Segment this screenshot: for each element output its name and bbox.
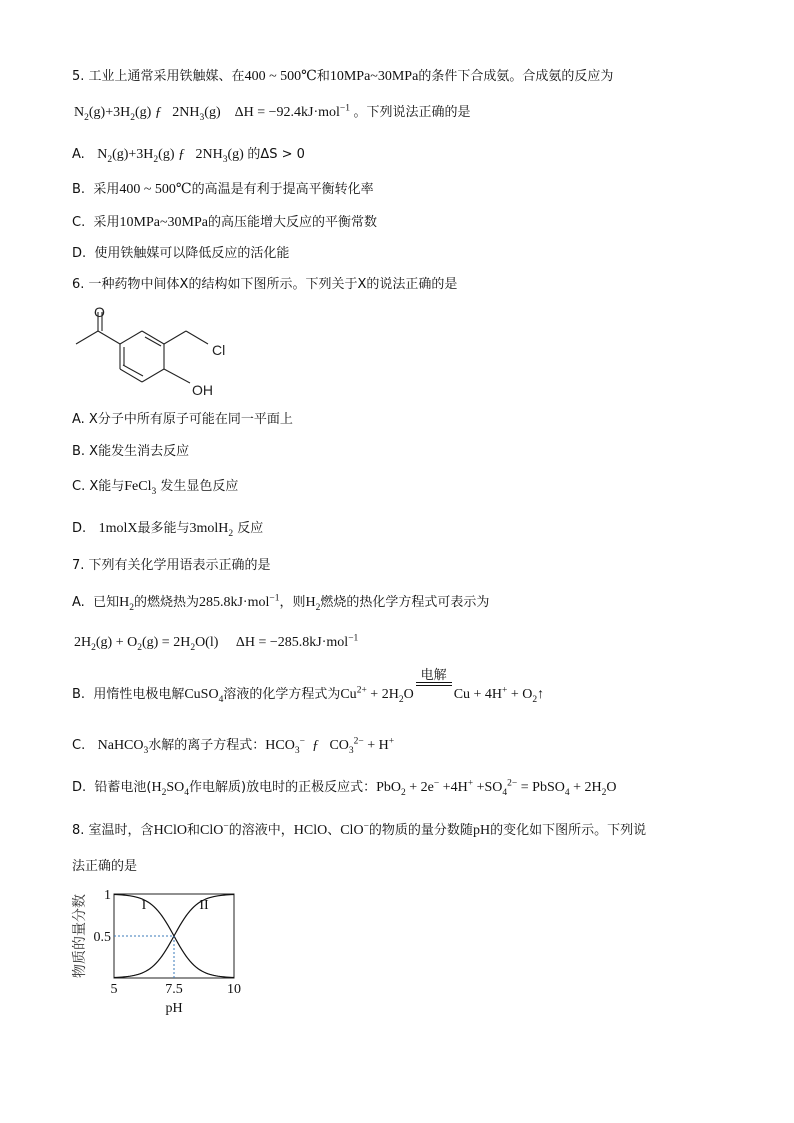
clo-formula [340, 823, 369, 838]
q7-stem-line [72, 557, 754, 575]
formula-part: ClO [340, 823, 364, 838]
q6-option-d [72, 520, 754, 538]
q6-stem-text: 一种药物中间体X的结构如下图所示。下列关于X的说法正确的是 [88, 277, 458, 292]
h2-formula [119, 595, 134, 613]
option-text: 水解的离子方程式： [148, 738, 266, 753]
option-label: B. [72, 182, 86, 197]
q5-stem-line [72, 68, 754, 86]
eq-sub: 3 [294, 745, 300, 756]
bond-ring-link [98, 331, 120, 344]
eq-part: + 2H [573, 780, 602, 795]
equilibrium-arrow-icon: ƒ [154, 105, 162, 120]
eq-part: O [403, 687, 414, 702]
q8-stem-line-2 [72, 858, 754, 876]
eq-part: (g) + O [95, 635, 138, 650]
formula-sup: − [223, 821, 229, 832]
eq-sub: 2 [153, 154, 159, 165]
option-label: A. [72, 595, 85, 610]
option-label: D. [72, 521, 87, 536]
eq-part: +SO [476, 780, 503, 795]
option-text: 的ΔS > 0 [247, 147, 305, 162]
option-text: A. X分子中所有原子可能在同一平面上 [72, 412, 293, 427]
atom-oh: OH [192, 382, 213, 398]
formula-part: H [151, 780, 162, 795]
x-tick-label: 5 [110, 982, 118, 997]
x-tick-label: 7.5 [165, 982, 183, 997]
eq-sup: − [299, 736, 305, 747]
q6-option-c [72, 478, 754, 496]
hydrolysis-equation [265, 736, 395, 756]
formula-part: NaHCO [97, 738, 144, 753]
formula-part: H [305, 595, 316, 610]
option-text: 燃烧的热化学方程式可表示为 [320, 595, 490, 610]
q7-option-b [72, 667, 754, 705]
option-text: 采用 [93, 182, 120, 197]
option-text: 使用铁触媒可以降低反应的活化能 [94, 246, 290, 261]
h2-amount [189, 521, 234, 539]
eq-part: (g) [158, 147, 175, 162]
h2-formula [305, 595, 321, 613]
q5-option-a [72, 146, 754, 164]
q5-stem-question: 。下列说法正确的是 [353, 105, 471, 120]
q7-number: 7. [72, 558, 85, 573]
eq-sup: 2− [507, 778, 518, 789]
eq-part: 2H [74, 635, 92, 650]
eq-part: (g) [112, 147, 129, 162]
q5-option-c [72, 214, 754, 232]
bond-ring-double [145, 337, 161, 346]
option-label: D. [72, 246, 87, 261]
option-text: 已知 [93, 595, 120, 610]
bond-methyl [76, 331, 98, 344]
eq-part: 2NH [195, 147, 223, 162]
formula-part: 3molH [189, 521, 229, 536]
eq-part: 2NH [172, 105, 200, 120]
q7-a-equation [74, 633, 359, 653]
eq-part: O [606, 780, 617, 795]
electrolysis-condition: 电解 [420, 667, 447, 682]
eq-sub: 2 [107, 154, 113, 165]
q8-number: 8. [72, 823, 85, 838]
hclo-formula: HClO [293, 823, 328, 838]
eq-part: PbO [376, 780, 402, 795]
series-label-I: I [141, 898, 147, 914]
q6-stem-line [72, 276, 754, 294]
q8-stem-text: 的变化如下图所示。下列说 [490, 823, 647, 838]
eq-part: O(l) [195, 635, 219, 650]
clo-formula [200, 823, 229, 838]
arrow-spacer [414, 697, 454, 698]
q6-number: 6. [72, 277, 85, 292]
formula-part: 285.8kJ·mol [198, 595, 270, 610]
eq-sub: 2 [84, 112, 89, 123]
eq-part: + 2e [409, 780, 434, 795]
eq-sub: 4 [564, 787, 570, 798]
q8-stem-text: 、 [327, 823, 341, 838]
q6-option-b [72, 443, 754, 461]
q5-stem-tail: 的条件下合成氨。合成氨的反应为 [418, 69, 614, 84]
eq-sub: 2 [91, 642, 96, 653]
option-text: 最多能与 [137, 521, 190, 536]
enthalpy: ΔH = −92.4kJ·mol [234, 105, 340, 120]
equilibrium-arrow-icon: ƒ [178, 147, 185, 162]
option-text: 的高压能增大反应的平衡常数 [207, 215, 377, 230]
option-temperature: 400 ~ 500℃ [119, 182, 192, 197]
atom-o: O [94, 304, 105, 320]
eq-part: Cu + 4H [453, 687, 503, 702]
bond-ring [120, 369, 142, 382]
formula-part: CuSO [184, 687, 219, 702]
eq-sup: + [388, 736, 395, 747]
electrolysis-arrow [414, 667, 454, 704]
eq-sub: 2 [137, 642, 142, 653]
electrolysis-equation [340, 667, 545, 705]
q7-option-d [72, 779, 754, 797]
option-label: D. [72, 780, 87, 795]
q7-a-equation-line [74, 634, 754, 652]
eq-sub: 2 [130, 112, 135, 123]
eq-sup: 2− [353, 736, 364, 747]
formula-sub: 3 [143, 745, 149, 756]
bond-ch2-cl [186, 331, 208, 344]
formula-sub: 2 [315, 602, 321, 613]
fraction-vs-ph-chart [66, 888, 266, 1024]
formula-part: H [119, 595, 130, 610]
x-tick-label: 10 [227, 982, 241, 997]
formula-part: SO [166, 780, 185, 795]
option-text: 溶液的化学方程式为 [223, 687, 341, 702]
option-text: 的燃烧热为 [133, 595, 199, 610]
eq-sub: 3 [222, 154, 228, 165]
formula-sub: 2 [228, 528, 234, 539]
q5-option-b [72, 181, 754, 199]
combustion-heat [199, 595, 280, 610]
bond-ring [142, 369, 164, 382]
h2so4-formula [151, 780, 190, 798]
formula-sub: 3 [151, 486, 157, 497]
eq-part: (g) [204, 105, 221, 120]
q5-option-d [72, 245, 754, 263]
option-text: 发生显色反应 [160, 479, 239, 494]
option-label: A. [72, 147, 85, 162]
bond-c-oh [164, 369, 190, 383]
q8-stem-text: 法正确的是 [72, 859, 138, 874]
eq-sub: 3 [348, 745, 354, 756]
eq-sup: + [467, 778, 474, 789]
option-text: 的高温是有利于提高平衡转化率 [191, 182, 374, 197]
structure-diagram [72, 300, 242, 400]
option-text: 用惰性电极电解 [93, 687, 185, 702]
equilibrium-arrow-icon: ƒ [311, 738, 319, 753]
q5-temperature: 400 ~ 500℃ [244, 69, 317, 84]
eq-part: (g) [227, 147, 244, 162]
option-text: 铅蓄电池( [94, 780, 152, 795]
formula-part: FeCl [124, 479, 152, 494]
plot-marks [94, 888, 242, 997]
option-label: C. [72, 215, 86, 230]
q8-stem-text: 的物质的量分数随 [368, 823, 473, 838]
q8-stem-text: 的溶液中， [228, 823, 294, 838]
eq-sup: + [502, 685, 508, 696]
q5-stem-text: 工业上通常采用铁触媒、在 [88, 69, 245, 84]
eq-sub: 2 [190, 642, 196, 653]
eq-part: (g) [134, 105, 152, 120]
hclo-formula: HClO [153, 823, 188, 838]
eq-part: (g) = 2H [141, 635, 191, 650]
formula-sub: 4 [218, 694, 224, 705]
ph-symbol: pH [472, 823, 491, 838]
eq-sub: 2 [401, 787, 406, 798]
eq-part: HCO [265, 738, 295, 753]
q7-stem-text: 下列有关化学用语表示正确的是 [88, 558, 271, 573]
q5-equation-line [74, 104, 754, 122]
y-tick-label: 1 [104, 888, 111, 903]
eq-part: Cu [340, 687, 357, 702]
y-axis-label: 物质的量分数 [72, 894, 88, 978]
eq-sub: 2 [532, 694, 538, 705]
eq-sup: 2+ [356, 685, 367, 696]
q8-stem-line [72, 822, 754, 840]
eq-part: +4H [442, 780, 468, 795]
eq-part: +3H [128, 147, 154, 162]
q5-stem-and: 和 [316, 69, 330, 84]
atom-cl: Cl [212, 342, 226, 358]
eq-part: + H [367, 738, 389, 753]
eq-sub: 2 [601, 787, 607, 798]
bond-ring [120, 331, 142, 344]
y-tick-label: 0.5 [93, 930, 111, 945]
q5-pressure: 10MPa~30MPa [329, 69, 419, 84]
enthalpy: ΔH = −285.8kJ·mol [235, 635, 349, 650]
option-label: C. [72, 738, 86, 753]
eq-part: N [97, 147, 108, 162]
eq-part: (g) [88, 105, 106, 120]
q5-option-a-equation [97, 147, 247, 165]
eq-sup: − [433, 778, 440, 789]
option-amount: 1molX [98, 521, 138, 536]
option-text: C. X能与 [72, 479, 125, 494]
q7-option-a [72, 594, 754, 612]
eq-sub: 3 [199, 112, 205, 123]
formula-sub: 4 [184, 787, 190, 798]
eq-part: +3H [105, 105, 131, 120]
option-text: 反应 [237, 521, 264, 536]
q8-stem-text: 和 [187, 823, 201, 838]
eq-sub: 4 [502, 787, 508, 798]
option-text: B. X能发生消去反应 [72, 444, 190, 459]
bond-ch2 [164, 331, 186, 344]
option-label: B. [72, 687, 86, 702]
option-pressure: 10MPa~30MPa [119, 215, 208, 230]
eq-part: = PbSO [520, 780, 565, 795]
eq-sup: −1 [339, 103, 351, 114]
bond-ring-double [123, 365, 143, 376]
q6-option-a [72, 411, 754, 429]
q5-number: 5. [72, 69, 85, 84]
option-text: 采用 [93, 215, 120, 230]
q7-option-c [72, 737, 754, 755]
double-bar-icon [416, 682, 452, 686]
cuso4-formula [184, 687, 224, 705]
x-axis-label: pH [165, 1001, 183, 1016]
gas-arrow-icon: ↑ [537, 687, 545, 702]
formula-part: ClO [200, 823, 224, 838]
eq-sup: −1 [348, 633, 359, 644]
option-text: ，则 [279, 595, 306, 610]
formula-sup: −1 [269, 593, 280, 604]
q5-equation [74, 103, 354, 123]
eq-part: N [74, 105, 85, 120]
eq-part: + O [510, 687, 533, 702]
option-text: 作电解质)放电时的正极反应式： [189, 780, 377, 795]
q8-stem-text: 室温时，含 [88, 823, 154, 838]
formula-sup: − [363, 821, 369, 832]
nahco3-formula [97, 738, 149, 756]
formula-sub: 2 [129, 602, 134, 613]
eq-sub: 2 [398, 694, 404, 705]
formula-sub: 2 [161, 787, 167, 798]
eq-part: + 2H [370, 687, 399, 702]
fecl3-formula [124, 479, 157, 497]
eq-part: CO [329, 738, 349, 753]
series-label-II: II [199, 898, 209, 914]
cathode-equation [376, 778, 617, 798]
